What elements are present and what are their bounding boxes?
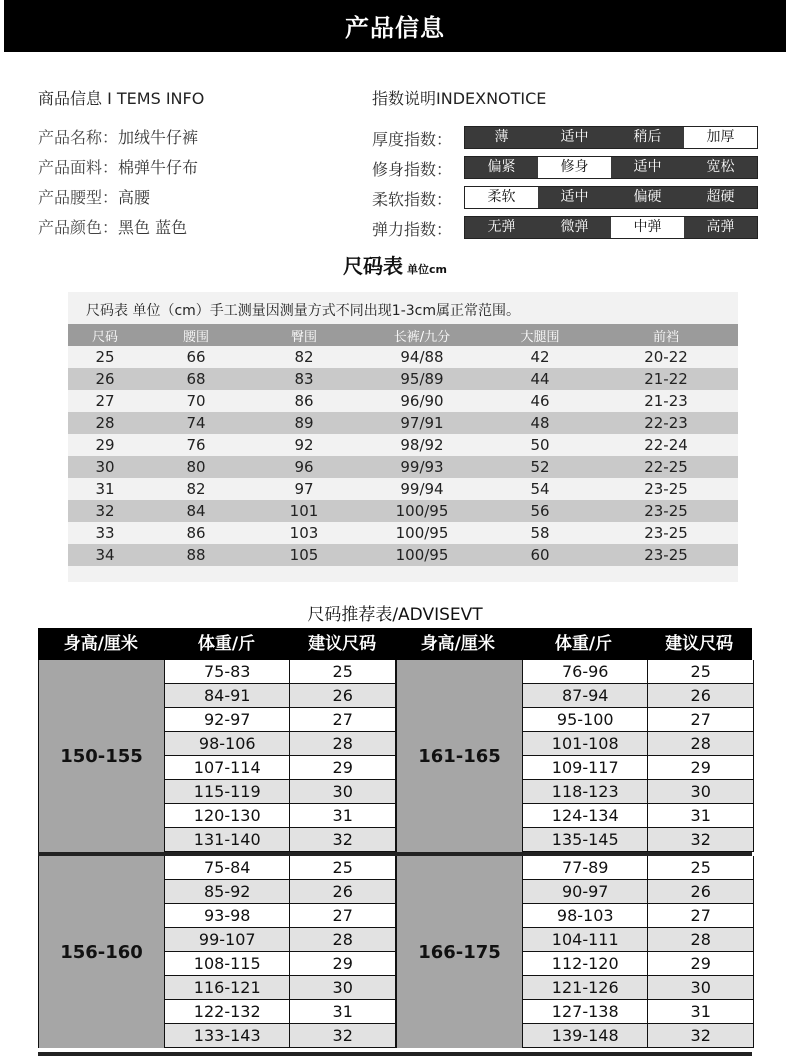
size-chart-cell: 44 bbox=[486, 368, 594, 390]
size-chart-cell: 74 bbox=[142, 412, 250, 434]
index-scale-option: 薄 bbox=[494, 129, 509, 145]
size-chart-cell: 48 bbox=[486, 412, 594, 434]
info-value: 黑色 蓝色 bbox=[118, 218, 188, 237]
size-chart-cell: 52 bbox=[486, 456, 594, 478]
recommend-row bbox=[523, 756, 754, 780]
info-label: 产品名称： bbox=[38, 128, 119, 147]
recommend-block bbox=[396, 856, 754, 1048]
recommend-row bbox=[523, 976, 754, 1000]
recommend-row bbox=[165, 828, 396, 852]
suggested-size-cell: 27 bbox=[648, 904, 754, 927]
size-chart-cell: 54 bbox=[530, 480, 550, 498]
size-chart-cell: 23-25 bbox=[644, 480, 688, 498]
weight-range-cell: 127-138 bbox=[523, 1000, 648, 1023]
suggested-size-cell: 25 bbox=[648, 660, 754, 683]
size-chart-cell: 21-23 bbox=[644, 392, 688, 410]
size-chart-header-cell: 长裤/九分 bbox=[358, 324, 486, 346]
size-chart-cell: 92 bbox=[294, 436, 314, 454]
suggested-size-cell: 26 bbox=[290, 684, 396, 707]
weight-range-cell: 135-145 bbox=[523, 828, 648, 851]
size-chart-table bbox=[68, 324, 738, 566]
size-chart-title bbox=[0, 250, 790, 279]
recommend-row bbox=[165, 684, 396, 708]
height-range-cell bbox=[396, 856, 522, 1048]
index-notice-section bbox=[372, 86, 772, 243]
size-chart-cell: 23-25 bbox=[594, 544, 738, 566]
index-notice-row bbox=[372, 183, 772, 213]
recommend-row bbox=[165, 856, 396, 880]
size-chart-cell: 88 bbox=[142, 544, 250, 566]
size-chart-cell: 95/89 bbox=[358, 368, 486, 390]
index-notice-rows bbox=[372, 123, 772, 243]
weight-range-cell: 90-97 bbox=[523, 880, 648, 903]
size-chart-header-cell: 大腿围 bbox=[486, 324, 594, 346]
size-chart-cell: 28 bbox=[68, 412, 142, 434]
suggested-size-cell: 29 bbox=[290, 952, 396, 975]
recommend-row bbox=[165, 1024, 396, 1048]
weight-range-cell: 93-98 bbox=[165, 904, 290, 927]
weight-range-cell: 87-94 bbox=[523, 684, 648, 707]
weight-range-cell: 139-148 bbox=[523, 1024, 648, 1047]
suggested-size-cell: 25 bbox=[290, 660, 396, 683]
recommend-header-cell: 建议尺码 bbox=[308, 634, 377, 654]
product-info-heading: 商品信息 I TEMS INFO bbox=[38, 89, 205, 108]
product-info-row bbox=[38, 153, 358, 183]
index-scale-option: 宽松 bbox=[706, 159, 735, 175]
recommend-row bbox=[523, 952, 754, 976]
suggested-size-cell: 28 bbox=[648, 732, 754, 755]
recommend-row bbox=[523, 856, 754, 880]
weight-range-cell: 120-130 bbox=[165, 804, 290, 827]
weight-range-cell: 118-123 bbox=[523, 780, 648, 803]
recommend-rows bbox=[522, 856, 754, 1048]
size-chart-row bbox=[68, 390, 738, 412]
index-scale-option: 适中 bbox=[560, 129, 589, 145]
suggested-size-cell: 27 bbox=[648, 708, 754, 731]
size-chart-header-cell: 臀围 bbox=[250, 324, 358, 346]
suggested-size-cell: 27 bbox=[290, 708, 396, 731]
size-chart-note: 尺码表 单位（cm）手工测量因测量方式不同出现1-3cm属正常范围。 bbox=[86, 303, 520, 319]
info-value: 加绒牛仔裤 bbox=[118, 128, 199, 147]
index-scale-bar bbox=[464, 126, 758, 149]
index-scale-option: 偏硬 bbox=[633, 189, 662, 205]
size-chart-cell: 97 bbox=[294, 480, 314, 498]
suggested-size-cell: 26 bbox=[648, 880, 754, 903]
height-range-label: 156-160 bbox=[60, 942, 143, 963]
size-chart-cell: 50 bbox=[530, 436, 550, 454]
suggested-size-cell: 29 bbox=[290, 756, 396, 779]
size-chart-row bbox=[68, 500, 738, 522]
size-chart-cell: 100/95 bbox=[395, 524, 449, 542]
size-chart-row bbox=[68, 368, 738, 390]
header-banner bbox=[4, 0, 786, 52]
index-notice-label: 弹力指数： bbox=[372, 220, 453, 239]
recommend-bottom-border bbox=[38, 1052, 752, 1056]
size-chart-cell: 99/93 bbox=[358, 456, 486, 478]
recommend-row bbox=[165, 780, 396, 804]
recommend-row bbox=[165, 756, 396, 780]
recommend-header-cell: 体重/斤 bbox=[554, 634, 613, 654]
size-chart-cell: 98/92 bbox=[400, 436, 444, 454]
size-chart-cell: 22-23 bbox=[594, 412, 738, 434]
recommend-row bbox=[523, 732, 754, 756]
weight-range-cell: 122-132 bbox=[165, 1000, 290, 1023]
index-notice-row bbox=[372, 123, 772, 153]
index-scale-option: 适中 bbox=[560, 189, 589, 205]
size-chart-title-text: 尺码表 bbox=[343, 254, 403, 278]
weight-range-cell: 101-108 bbox=[523, 732, 648, 755]
weight-range-cell: 95-100 bbox=[523, 708, 648, 731]
size-chart-cell: 103 bbox=[289, 524, 319, 542]
size-chart-header-cell: 前裆 bbox=[594, 324, 738, 346]
size-chart-cell: 89 bbox=[250, 412, 358, 434]
height-range-label: 150-155 bbox=[60, 746, 143, 767]
height-range-cell bbox=[38, 660, 164, 852]
size-chart-cell: 21-22 bbox=[594, 368, 738, 390]
weight-range-cell: 109-117 bbox=[523, 756, 648, 779]
size-chart-cell: 86 bbox=[294, 392, 314, 410]
size-chart-cell: 23-25 bbox=[594, 500, 738, 522]
suggested-size-cell: 31 bbox=[648, 804, 754, 827]
size-chart-row bbox=[68, 434, 738, 456]
size-chart-unit: 单位cm bbox=[407, 263, 447, 276]
suggested-size-cell: 30 bbox=[290, 780, 396, 803]
suggested-size-cell: 25 bbox=[290, 856, 396, 879]
index-scale-bar bbox=[464, 156, 758, 179]
recommend-row bbox=[523, 780, 754, 804]
size-chart-header-cell: 尺码 bbox=[68, 324, 142, 346]
height-range-cell bbox=[396, 660, 522, 852]
product-info-row bbox=[38, 123, 358, 153]
recommend-block bbox=[38, 856, 396, 1048]
index-notice-label: 柔软指数： bbox=[372, 190, 453, 209]
recommend-block bbox=[396, 660, 754, 852]
recommend-title: 尺码推荐表/ADVISEVT bbox=[307, 605, 483, 625]
weight-range-cell: 76-96 bbox=[523, 660, 648, 683]
recommend-row bbox=[523, 828, 754, 852]
banner-title: 产品信息 bbox=[345, 14, 445, 42]
index-notice-heading: 指数说明INDEXNOTICE bbox=[372, 89, 547, 108]
weight-range-cell: 121-126 bbox=[523, 976, 648, 999]
index-notice-row bbox=[372, 213, 772, 243]
size-chart-cell: 82 bbox=[294, 348, 314, 366]
index-notice-row bbox=[372, 153, 772, 183]
index-scale-option: 微弹 bbox=[560, 219, 589, 235]
size-chart-cell: 70 bbox=[186, 392, 206, 410]
weight-range-cell: 85-92 bbox=[165, 880, 290, 903]
recommend-row bbox=[523, 1000, 754, 1024]
suggested-size-cell: 32 bbox=[648, 1024, 754, 1047]
size-chart-cell: 22-24 bbox=[644, 436, 688, 454]
suggested-size-cell: 29 bbox=[648, 952, 754, 975]
index-scale-option: 修身 bbox=[538, 157, 611, 178]
suggested-size-cell: 30 bbox=[290, 976, 396, 999]
size-chart-cell: 22-25 bbox=[594, 456, 738, 478]
product-info-row bbox=[38, 183, 358, 213]
suggested-size-cell: 28 bbox=[648, 928, 754, 951]
size-chart-cell: 29 bbox=[95, 436, 115, 454]
index-scale-bar bbox=[464, 216, 758, 239]
recommend-row bbox=[165, 804, 396, 828]
size-chart-cell: 99/94 bbox=[400, 480, 444, 498]
weight-range-cell: 99-107 bbox=[165, 928, 290, 951]
size-chart-cell: 84 bbox=[142, 500, 250, 522]
size-chart-cell: 42 bbox=[530, 348, 550, 366]
info-value: 高腰 bbox=[118, 188, 151, 207]
recommend-row bbox=[523, 880, 754, 904]
recommend-row bbox=[165, 1000, 396, 1024]
info-label: 产品颜色： bbox=[38, 218, 119, 237]
recommend-row bbox=[523, 1024, 754, 1048]
recommend-row bbox=[165, 928, 396, 952]
index-scale-option: 适中 bbox=[633, 159, 662, 175]
recommend-header-cell: 身高/厘米 bbox=[63, 634, 138, 654]
index-scale-option: 稍后 bbox=[633, 129, 662, 145]
recommend-row bbox=[165, 904, 396, 928]
index-scale-option: 超硬 bbox=[706, 189, 735, 205]
recommend-header-cell: 建议尺码 bbox=[665, 634, 734, 654]
size-chart-cell: 23-25 bbox=[644, 524, 688, 542]
size-chart-cell: 56 bbox=[486, 500, 594, 522]
size-chart-cell: 32 bbox=[68, 500, 142, 522]
size-chart-row bbox=[68, 544, 738, 566]
size-chart-row bbox=[68, 346, 738, 368]
index-scale-option: 无弹 bbox=[487, 219, 516, 235]
weight-range-cell: 98-106 bbox=[165, 732, 290, 755]
size-chart-cell: 105 bbox=[250, 544, 358, 566]
weight-range-cell: 75-83 bbox=[165, 660, 290, 683]
size-chart-cell: 83 bbox=[250, 368, 358, 390]
index-scale-option: 偏紧 bbox=[487, 159, 516, 175]
suggested-size-cell: 26 bbox=[648, 684, 754, 707]
weight-range-cell: 131-140 bbox=[165, 828, 290, 851]
size-chart-cell: 33 bbox=[95, 524, 115, 542]
recommend-row bbox=[523, 904, 754, 928]
size-chart-cell: 101 bbox=[250, 500, 358, 522]
size-chart-cell: 100/95 bbox=[358, 500, 486, 522]
recommend-row bbox=[523, 928, 754, 952]
index-scale-option: 加厚 bbox=[684, 127, 757, 148]
suggested-size-cell: 32 bbox=[648, 828, 754, 851]
suggested-size-cell: 28 bbox=[290, 732, 396, 755]
index-notice-label: 厚度指数： bbox=[372, 130, 453, 149]
recommend-row bbox=[165, 708, 396, 732]
suggested-size-cell: 32 bbox=[290, 1024, 396, 1047]
product-info-section bbox=[38, 86, 358, 243]
suggested-size-cell: 26 bbox=[290, 880, 396, 903]
size-chart-cell: 96/90 bbox=[400, 392, 444, 410]
suggested-size-cell: 31 bbox=[290, 804, 396, 827]
recommend-row bbox=[165, 660, 396, 684]
suggested-size-cell: 29 bbox=[648, 756, 754, 779]
recommend-block bbox=[38, 660, 396, 852]
weight-range-cell: 108-115 bbox=[165, 952, 290, 975]
size-chart-cell: 20-22 bbox=[644, 348, 688, 366]
size-chart-row bbox=[68, 412, 738, 434]
size-chart-cell: 100/95 bbox=[358, 544, 486, 566]
size-chart-body bbox=[68, 346, 738, 566]
recommend-rows bbox=[164, 856, 396, 1048]
suggested-size-cell: 30 bbox=[648, 780, 754, 803]
size-chart-row bbox=[68, 478, 738, 500]
weight-range-cell: 115-119 bbox=[165, 780, 290, 803]
size-chart-cell: 82 bbox=[186, 480, 206, 498]
suggested-size-cell: 30 bbox=[648, 976, 754, 999]
recommend-row bbox=[165, 880, 396, 904]
weight-range-cell: 112-120 bbox=[523, 952, 648, 975]
weight-range-cell: 92-97 bbox=[165, 708, 290, 731]
product-info-row bbox=[38, 213, 358, 243]
recommend-header-row bbox=[38, 628, 752, 660]
suggested-size-cell: 28 bbox=[290, 928, 396, 951]
index-scale-option: 柔软 bbox=[465, 187, 538, 208]
weight-range-cell: 84-91 bbox=[165, 684, 290, 707]
suggested-size-cell: 31 bbox=[290, 1000, 396, 1023]
size-chart-cell: 66 bbox=[186, 348, 206, 366]
info-value: 棉弹牛仔布 bbox=[118, 158, 199, 177]
recommend-row bbox=[165, 952, 396, 976]
size-chart-cell: 86 bbox=[186, 524, 206, 542]
weight-range-cell: 107-114 bbox=[165, 756, 290, 779]
recommend-header-cell: 身高/厘米 bbox=[420, 634, 495, 654]
height-range-cell bbox=[38, 856, 164, 1048]
suggested-size-cell: 27 bbox=[290, 904, 396, 927]
weight-range-cell: 98-103 bbox=[523, 904, 648, 927]
recommend-rows bbox=[522, 660, 754, 852]
index-scale-option: 中弹 bbox=[611, 217, 684, 238]
size-chart-cell: 76 bbox=[186, 436, 206, 454]
weight-range-cell: 116-121 bbox=[165, 976, 290, 999]
size-chart-row bbox=[68, 456, 738, 478]
recommend-row bbox=[523, 708, 754, 732]
size-chart-cell: 26 bbox=[68, 368, 142, 390]
recommend-row bbox=[523, 660, 754, 684]
suggested-size-cell: 25 bbox=[648, 856, 754, 879]
size-chart-header-cell: 腰围 bbox=[142, 324, 250, 346]
info-label: 产品面料： bbox=[38, 158, 119, 177]
size-chart-cell: 27 bbox=[95, 392, 115, 410]
index-scale-bar bbox=[464, 186, 758, 209]
recommend-header-cell: 体重/斤 bbox=[197, 634, 256, 654]
recommend-rows bbox=[164, 660, 396, 852]
weight-range-cell: 104-111 bbox=[523, 928, 648, 951]
recommend-row bbox=[165, 976, 396, 1000]
index-scale-option: 高弹 bbox=[706, 219, 735, 235]
size-chart-row bbox=[68, 522, 738, 544]
size-chart-cell: 68 bbox=[142, 368, 250, 390]
suggested-size-cell: 32 bbox=[290, 828, 396, 851]
size-chart-cell: 30 bbox=[68, 456, 142, 478]
size-chart-cell: 34 bbox=[68, 544, 142, 566]
info-label: 产品腰型： bbox=[38, 188, 119, 207]
recommend-row bbox=[523, 804, 754, 828]
weight-range-cell: 124-134 bbox=[523, 804, 648, 827]
size-chart-cell: 25 bbox=[95, 348, 115, 366]
size-chart-header-row bbox=[68, 324, 738, 346]
height-range-label: 161-165 bbox=[418, 746, 501, 767]
suggested-size-cell: 31 bbox=[648, 1000, 754, 1023]
recommend-divider bbox=[38, 852, 752, 856]
height-range-label: 166-175 bbox=[418, 942, 501, 963]
recommend-row bbox=[165, 732, 396, 756]
size-chart-cell: 60 bbox=[486, 544, 594, 566]
weight-range-cell: 75-84 bbox=[165, 856, 290, 879]
size-chart-cell: 94/88 bbox=[400, 348, 444, 366]
size-chart-cell: 46 bbox=[530, 392, 550, 410]
weight-range-cell: 133-143 bbox=[165, 1024, 290, 1047]
size-chart-cell: 80 bbox=[142, 456, 250, 478]
size-chart-cell: 58 bbox=[530, 524, 550, 542]
size-chart-cell: 96 bbox=[250, 456, 358, 478]
size-chart-panel bbox=[68, 292, 738, 582]
recommend-row bbox=[523, 684, 754, 708]
size-chart-cell: 31 bbox=[95, 480, 115, 498]
index-notice-label: 修身指数： bbox=[372, 160, 453, 179]
size-chart-cell: 97/91 bbox=[358, 412, 486, 434]
weight-range-cell: 77-89 bbox=[523, 856, 648, 879]
